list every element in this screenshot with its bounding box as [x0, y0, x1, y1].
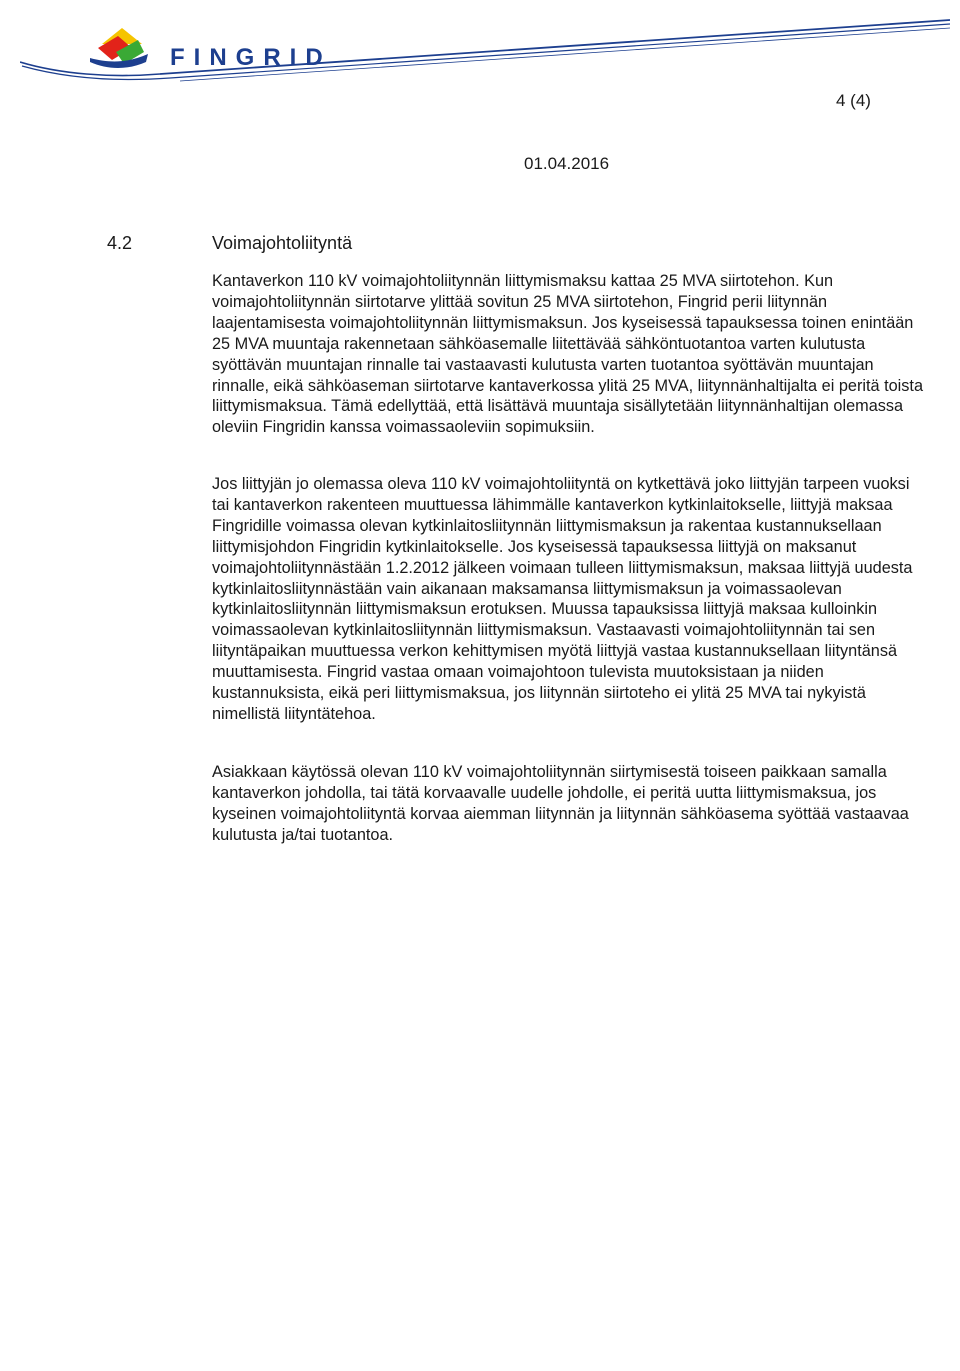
logo-wordmark: FINGRID: [170, 44, 332, 71]
body-paragraph-2: [212, 474, 924, 725]
paragraph-text: Kantaverkon 110 kV voimajohtoliitynnän liittymismaksu kattaa 25 MVA siirtotehon. Kun voimajohtoliitynnän siirtotarve ylittää sovitun 25 MVA siirtotehon, Fingrid perii liitynnän laajentamisesta voimajohtoliitynnän liittymismaksun. Jos kyseisessä tapauksessa toinen enintään 25 MVA muuntaja rakennetaan sähköasemalle liitettävää sähköntuotantoa varten kulutusta syöttävän muuntajan rinnalle tai vastaavasti kulutusta varten tuotantoa syöttävän muuntajan rinnalle, eikä sähköaseman siirtotarve kantaverkossa ylitä 25 MVA, liitynnänhaltijalta ei peritä toista liittymismaksua. Tämä edellyttää, että lisättävä muuntaja sisällytetään liitynnänhaltijan olemassa oleviin Fingridin kanssa voimassaoleviin sopimuksiin.: [212, 272, 924, 437]
paragraph-text: Jos liittyjän jo olemassa oleva 110 kV voimajohtoliityntä on kytkettävä joko liittyjän tarpeen vuoksi tai kantaverkon rakenteen muuttuessa lähimmälle kantaverkon kytkinlaitokselle, liittyjä maksaa Fingridille voimassa olevan kytkinlaitosliitynnän liittymismaksun ja rakentaa kustannuksellaan liittymisjohdon Fingridin kytkinlaitokselle. Jos kyseisessä tapauksessa liittyjä on maksanut voimajohtoliitynnästään 1.2.2012 jälkeen voimaan tulleen liittymismaksun, maksaa liittyjä uudesta kytkinlaitosliitynnästään vain aikanaan maksamansa liittymismaksun ja voimassaolevan kytkinlaitosliitynnän liittymismaksun erotuksen. Muussa tapauksissa liittyjä maksaa kulloinkin voimassaolevan kytkinlaitosliitynnän liittymismaksun. Vastaavasti voimajohtoliitynnän tai sen liityntäpaikan muuttuessa verkon kehittymisen myötä liittyjä vastaa kustannuksellaan liityntänsä muuttamisesta. Fingrid vastaa omaan voimajohtoon tulevista muutoksistaan ja niiden kustannuksista, eikä peri liittymismaksua, jos liitynnän siirtoteho ei ylitä 25 MVA tai nykyistä nimellistä liityntätehoa.: [212, 475, 913, 723]
body-paragraph-3: [212, 762, 924, 846]
fingrid-logo: [20, 18, 950, 90]
paragraph-text: Asiakkaan käytössä olevan 110 kV voimajohtoliitynnän siirtymisestä toiseen paikkaan samalla kantaverkon johdolla, tai tätä korvaavalle uudelle johdolle, ei peritä uutta liittymismaksua, jos kyseinen voimajohtoliityntä korvaa aiemman liitynnän ja liitynnän sähköasema syöttää vastaavaa kulutusta ja/tai tuotantoa.: [212, 763, 909, 844]
section-title: Voimajohtoliityntä: [212, 233, 353, 253]
body-paragraph-1: [212, 271, 924, 438]
page-number: 4 (4): [836, 91, 871, 110]
fingrid-logo-graphic: [20, 18, 950, 90]
section-number: 4.2: [107, 233, 133, 253]
document-date: 01.04.2016: [524, 154, 610, 173]
